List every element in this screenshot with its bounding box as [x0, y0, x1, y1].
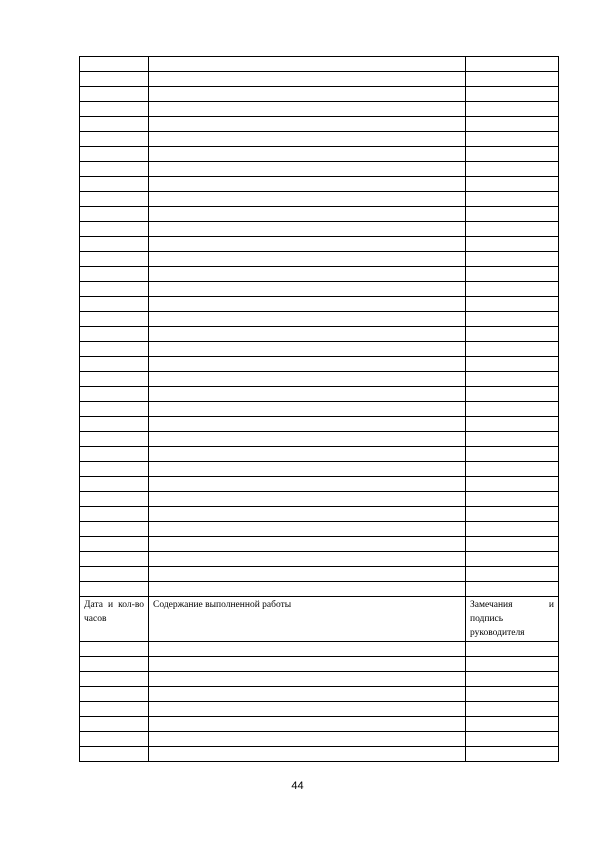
date-cell	[80, 552, 149, 567]
table-row	[80, 357, 559, 372]
content-cell	[149, 117, 466, 132]
date-cell	[80, 522, 149, 537]
table-row	[80, 177, 559, 192]
content-cell	[149, 477, 466, 492]
remarks-cell	[466, 657, 559, 672]
date-cell	[80, 342, 149, 357]
content-cell	[149, 702, 466, 717]
remarks-cell	[466, 447, 559, 462]
content-cell	[149, 687, 466, 702]
date-cell	[80, 162, 149, 177]
date-cell	[80, 372, 149, 387]
remarks-cell	[466, 162, 559, 177]
date-cell	[80, 147, 149, 162]
table-row	[80, 222, 559, 237]
table-row	[80, 312, 559, 327]
remarks-cell	[466, 132, 559, 147]
content-cell	[149, 162, 466, 177]
content-cell	[149, 432, 466, 447]
content-cell	[149, 267, 466, 282]
content-cell	[149, 732, 466, 747]
content-cell	[149, 462, 466, 477]
remarks-cell	[466, 702, 559, 717]
remarks-cell	[466, 72, 559, 87]
table-row	[80, 657, 559, 672]
content-cell	[149, 357, 466, 372]
content-cell	[149, 327, 466, 342]
content-cell	[149, 642, 466, 657]
remarks-cell	[466, 267, 559, 282]
remarks-cell	[466, 432, 559, 447]
date-cell	[80, 672, 149, 687]
date-cell	[80, 687, 149, 702]
table-row	[80, 327, 559, 342]
date-cell	[80, 192, 149, 207]
page-number: 44	[291, 780, 304, 792]
date-cell	[80, 207, 149, 222]
content-cell	[149, 582, 466, 597]
remarks-cell	[466, 57, 559, 72]
table-row	[80, 372, 559, 387]
content-cell	[149, 342, 466, 357]
content-cell	[149, 567, 466, 582]
content-cell	[149, 237, 466, 252]
table-row	[80, 192, 559, 207]
date-cell	[80, 252, 149, 267]
content-cell	[149, 87, 466, 102]
remarks-cell	[466, 537, 559, 552]
remarks-cell	[466, 207, 559, 222]
date-cell	[80, 102, 149, 117]
content-cell	[149, 672, 466, 687]
remarks-cell	[466, 567, 559, 582]
date-cell	[80, 387, 149, 402]
table-row	[80, 387, 559, 402]
date-cell	[80, 657, 149, 672]
remarks-cell	[466, 642, 559, 657]
remarks-cell	[466, 177, 559, 192]
date-cell	[80, 282, 149, 297]
content-cell	[149, 132, 466, 147]
remarks-cell	[466, 417, 559, 432]
content-cell	[149, 57, 466, 72]
content-cell	[149, 402, 466, 417]
content-cell	[149, 717, 466, 732]
remarks-cell	[466, 372, 559, 387]
date-cell	[80, 177, 149, 192]
remarks-cell	[466, 672, 559, 687]
date-cell	[80, 327, 149, 342]
remarks-cell	[466, 237, 559, 252]
date-cell	[80, 402, 149, 417]
remarks-cell	[466, 552, 559, 567]
date-cell	[80, 492, 149, 507]
remarks-cell	[466, 87, 559, 102]
date-cell	[80, 447, 149, 462]
date-cell	[80, 267, 149, 282]
table-row	[80, 297, 559, 312]
content-cell	[149, 447, 466, 462]
remarks-cell	[466, 102, 559, 117]
table-row	[80, 672, 559, 687]
table-row	[80, 282, 559, 297]
date-cell	[80, 237, 149, 252]
date-cell	[80, 132, 149, 147]
table-row	[80, 237, 559, 252]
table-row	[80, 687, 559, 702]
content-cell	[149, 177, 466, 192]
table-row	[80, 642, 559, 657]
table-row	[80, 252, 559, 267]
table-row	[80, 447, 559, 462]
table-row	[80, 492, 559, 507]
date-cell	[80, 222, 149, 237]
remarks-cell	[466, 252, 559, 267]
date-cell	[80, 567, 149, 582]
date-cell	[80, 57, 149, 72]
remarks-cell	[466, 222, 559, 237]
remarks-cell	[466, 327, 559, 342]
remarks-cell	[466, 507, 559, 522]
remarks-cell	[466, 477, 559, 492]
table-row	[80, 522, 559, 537]
date-cell	[80, 312, 149, 327]
content-cell	[149, 372, 466, 387]
date-cell	[80, 72, 149, 87]
date-cell	[80, 537, 149, 552]
content-cell	[149, 552, 466, 567]
date-cell	[80, 507, 149, 522]
remarks-cell	[466, 147, 559, 162]
table-row	[80, 162, 559, 177]
remarks-cell	[466, 387, 559, 402]
remarks-cell	[466, 312, 559, 327]
content-cell	[149, 282, 466, 297]
table-row	[80, 477, 559, 492]
remarks-cell	[466, 192, 559, 207]
remarks-cell	[466, 732, 559, 747]
remarks-cell	[466, 687, 559, 702]
remarks-cell	[466, 297, 559, 312]
table-row	[80, 87, 559, 102]
remarks-cell	[466, 357, 559, 372]
content-cell	[149, 207, 466, 222]
table-row	[80, 267, 559, 282]
table-row	[80, 567, 559, 582]
remarks-cell	[466, 522, 559, 537]
table-row	[80, 702, 559, 717]
table-row	[80, 582, 559, 597]
remarks-cell	[466, 402, 559, 417]
date-cell	[80, 642, 149, 657]
content-cell	[149, 312, 466, 327]
table-row	[80, 732, 559, 747]
remarks-cell	[466, 492, 559, 507]
table-row	[80, 72, 559, 87]
remarks-cell	[466, 717, 559, 732]
date-cell	[80, 732, 149, 747]
table-row	[80, 147, 559, 162]
content-cell	[149, 102, 466, 117]
content-cell	[149, 387, 466, 402]
content-cell	[149, 252, 466, 267]
date-cell	[80, 432, 149, 447]
header-content: Содержание выполненной работы	[149, 597, 466, 642]
remarks-cell	[466, 462, 559, 477]
date-cell	[80, 357, 149, 372]
content-cell	[149, 657, 466, 672]
remarks-cell	[466, 747, 559, 762]
content-cell	[149, 297, 466, 312]
content-cell	[149, 72, 466, 87]
table-row	[80, 207, 559, 222]
date-cell	[80, 417, 149, 432]
date-cell	[80, 297, 149, 312]
remarks-cell	[466, 342, 559, 357]
content-cell	[149, 417, 466, 432]
content-cell	[149, 522, 466, 537]
date-cell	[80, 747, 149, 762]
date-cell	[80, 477, 149, 492]
table-row	[80, 717, 559, 732]
date-cell	[80, 462, 149, 477]
date-cell	[80, 702, 149, 717]
table-row	[80, 432, 559, 447]
table-row	[80, 117, 559, 132]
content-cell	[149, 507, 466, 522]
table-row	[80, 132, 559, 147]
table-row	[80, 747, 559, 762]
table-row	[80, 402, 559, 417]
table-row	[80, 462, 559, 477]
date-cell	[80, 117, 149, 132]
date-cell	[80, 717, 149, 732]
remarks-cell	[466, 582, 559, 597]
content-cell	[149, 147, 466, 162]
remarks-cell	[466, 117, 559, 132]
header-date: Дата и кол-во часов	[80, 597, 149, 642]
content-cell	[149, 192, 466, 207]
table-row	[80, 342, 559, 357]
work-log-table	[79, 56, 559, 762]
table-row	[80, 552, 559, 567]
content-cell	[149, 537, 466, 552]
remarks-cell	[466, 282, 559, 297]
header-remarks: Замечания и подпись руководителя	[466, 597, 559, 642]
date-cell	[80, 87, 149, 102]
table-row	[80, 537, 559, 552]
table-row	[80, 417, 559, 432]
table-row	[80, 102, 559, 117]
content-cell	[149, 492, 466, 507]
content-cell	[149, 747, 466, 762]
table-row	[80, 57, 559, 72]
content-cell	[149, 222, 466, 237]
table-row	[80, 507, 559, 522]
date-cell	[80, 582, 149, 597]
table-header-row	[80, 597, 559, 642]
